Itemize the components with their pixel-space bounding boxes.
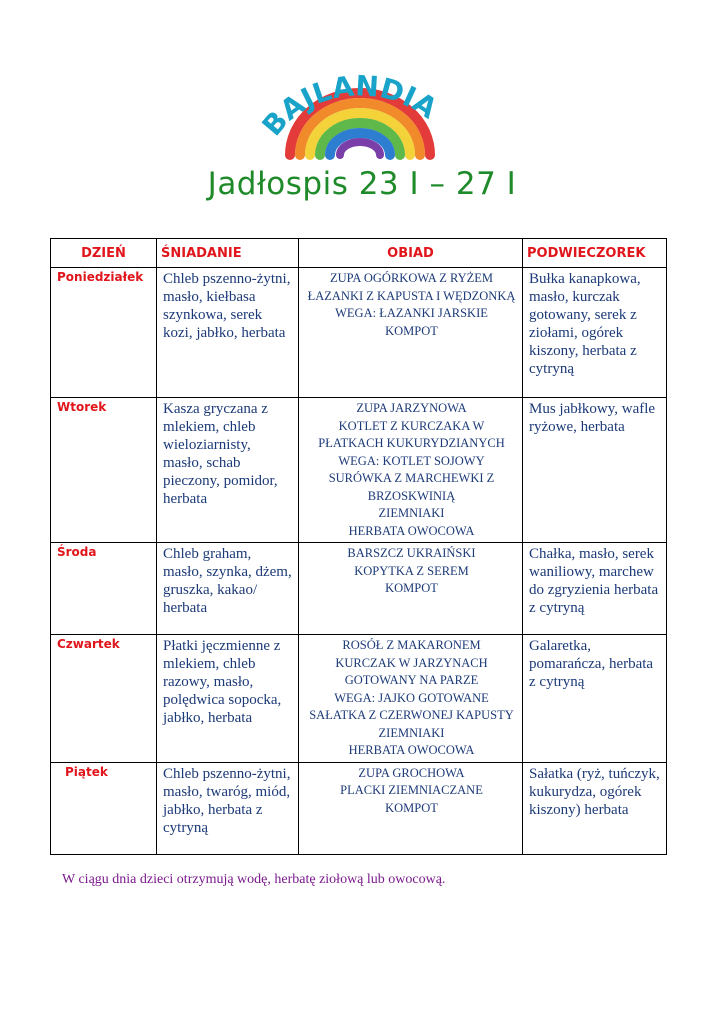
lunch-cell — [299, 398, 523, 543]
bajlandia-logo — [250, 55, 470, 175]
breakfast-cell: Płatki jęczmienne z mlekiem, chleb razowy, masło, polędwica sopocka, jabłko, herbata — [157, 635, 299, 763]
header-snack: PODWIECZOREK — [523, 239, 667, 268]
day-cell: Piątek — [51, 762, 157, 854]
snack-cell: Mus jabłkowy, wafle ryżowe, herbata — [523, 398, 667, 543]
lunch-item: KOTLET Z KURCZAKA W PŁATKACH KUKURYDZIANYCH — [318, 418, 505, 450]
lunch-item: KOMPOT — [385, 581, 438, 595]
lunch-item: HERBATA OWOCOWA — [348, 523, 475, 538]
lunch-item: ZUPA OGÓRKOWA Z RYŻEM — [329, 271, 494, 285]
table-row — [51, 398, 667, 543]
lunch-item: WEGA: KOTLET SOJOWY — [338, 453, 485, 468]
lunch-cell — [299, 635, 523, 763]
rainbow-icon — [250, 55, 470, 175]
menu-table — [50, 238, 667, 855]
table-row — [51, 762, 667, 854]
lunch-cell — [299, 268, 523, 398]
breakfast-cell: Chleb pszenno-żytni, masło, twaróg, miód, jabłko, herbata z cytryną — [157, 762, 299, 854]
lunch-item: ZIEMNIAKI — [378, 506, 445, 520]
lunch-item: SAŁATKA Z CZERWONEJ KAPUSTY — [309, 708, 514, 722]
logo-lettering: BAJLANDIA — [255, 69, 444, 143]
lunch-item: ZIEMNIAKI — [378, 725, 445, 740]
header-breakfast: ŚNIADANIE — [157, 239, 299, 268]
lunch-item: ROSÓŁ Z MAKARONEM — [342, 638, 481, 652]
breakfast-cell: Chleb pszenno-żytni, masło, kiełbasa szynkowa, serek kozi, jabłko, herbata — [157, 268, 299, 398]
day-cell: Środa — [51, 543, 157, 635]
table-header-row — [51, 239, 667, 268]
header-lunch: OBIAD — [299, 239, 523, 268]
day-cell: Wtorek — [51, 398, 157, 543]
snack-cell: Chałka, masło, serek waniliowy, marchew do zgryzienia herbata z cytryną — [523, 543, 667, 635]
snack-cell: Sałatka (ryż, tuńczyk, kukurydza, ogórek kiszony) herbata — [523, 762, 667, 854]
lunch-item: ZUPA JARZYNOWA — [356, 401, 467, 415]
lunch-item: KOMPOT — [385, 800, 438, 815]
lunch-item: PLACKI ZIEMNIACZANE — [340, 783, 483, 797]
lunch-item: ŁAZANKI Z KAPUSTA I WĘDZONKĄ — [307, 288, 516, 303]
lunch-item: ZUPA GROCHOWA — [358, 765, 465, 780]
lunch-item: SURÓWKA Z MARCHEWKI Z BRZOSKWINIĄ — [328, 471, 495, 503]
lunch-item: BARSZCZ UKRAIŃSKI — [347, 546, 476, 560]
lunch-item: KOMPOT — [385, 323, 438, 338]
lunch-item: KOPYTKA Z SEREM — [354, 563, 469, 578]
lunch-cell — [299, 762, 523, 854]
lunch-item: HERBATA OWOCOWA — [348, 743, 475, 757]
header-day: DZIEŃ — [51, 239, 157, 268]
lunch-item: WEGA: JAJKO GOTOWANE — [334, 690, 489, 705]
breakfast-cell: Chleb graham, masło, szynka, dżem, gruszka, kakao/ herbata — [157, 543, 299, 635]
table-row — [51, 268, 667, 398]
lunch-cell — [299, 543, 523, 635]
footer-note: W ciągu dnia dzieci otrzymują wodę, herbatę ziołową lub owocową. — [62, 872, 446, 887]
table-row — [51, 543, 667, 635]
lunch-item: WEGA: ŁAZANKI JARSKIE — [335, 306, 488, 320]
snack-cell: Galaretka, pomarańcza, herbata z cytryną — [523, 635, 667, 763]
page-title: Jadłospis 23 I – 27 I — [207, 166, 517, 202]
breakfast-cell: Kasza gryczana z mlekiem, chleb wieloziarnisty, masło, schab pieczony, pomidor, herbata — [157, 398, 299, 543]
day-cell: Czwartek — [51, 635, 157, 763]
lunch-item: KURCZAK W JARZYNACH GOTOWANY NA PARZE — [335, 655, 488, 687]
day-cell: Poniedziałek — [51, 268, 157, 398]
snack-cell: Bułka kanapkowa, masło, kurczak gotowany, serek z ziołami, ogórek kiszony, herbata z cytryną — [523, 268, 667, 398]
table-row — [51, 635, 667, 763]
